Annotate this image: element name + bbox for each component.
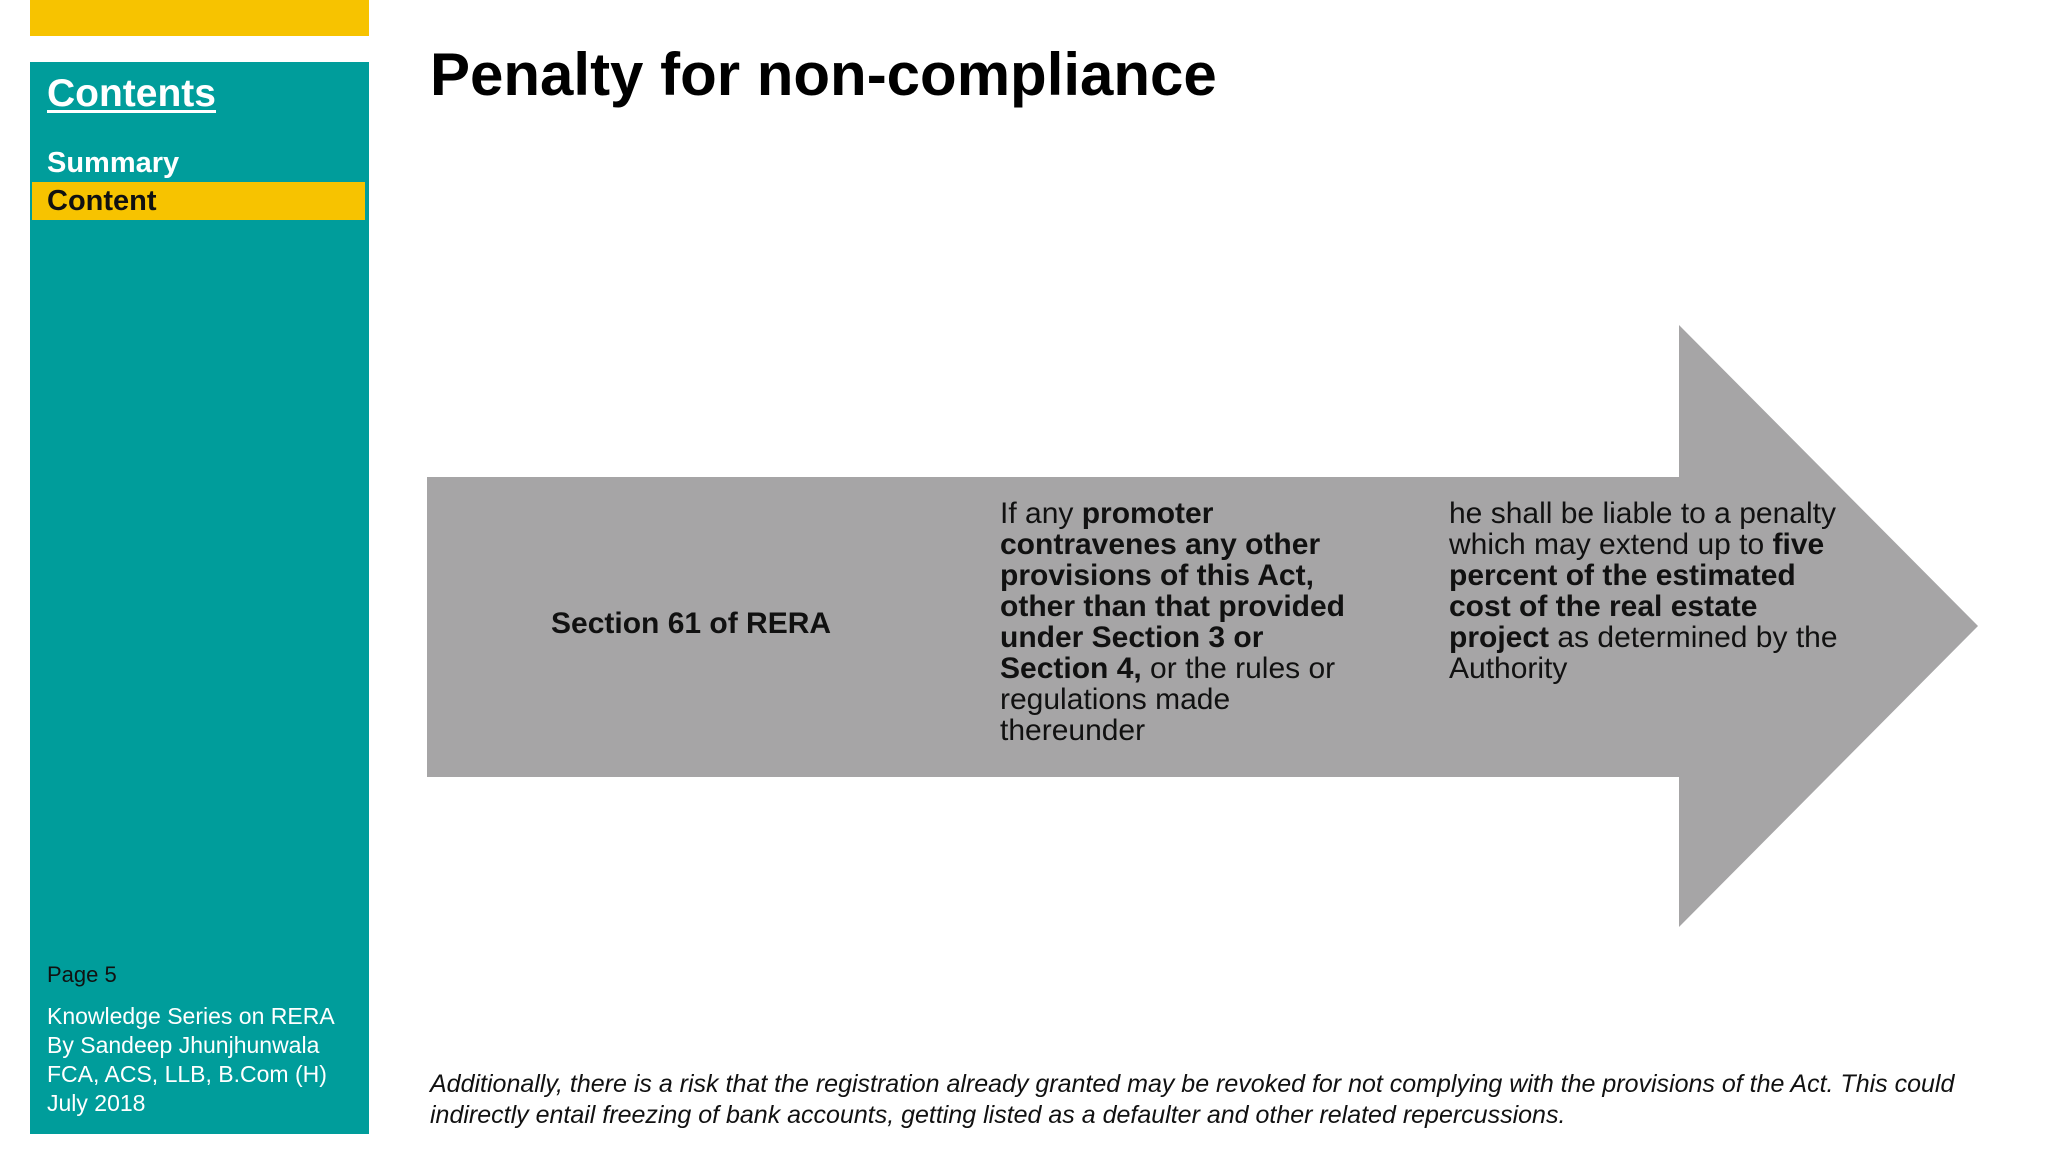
condition-text-bold: promoter contravenes any other provisions of this Act, other than that provided under Section 3 or Section 4, <box>1000 497 1345 685</box>
consequence-text <box>1449 498 1849 684</box>
sidebar <box>30 62 369 1134</box>
credits-line-series: Knowledge Series on RERA <box>47 1003 335 1029</box>
top-accent-bar <box>30 0 369 36</box>
credits-line-qualifications: FCA, ACS, LLB, B.Com (H) <box>47 1061 327 1087</box>
consequence-text-tail: as determined by the Authority <box>1449 621 1838 685</box>
condition-text-tail: or the rules or regulations made thereunder <box>1000 652 1336 747</box>
page-number: Page 5 <box>47 962 117 987</box>
credits-line-date: July 2018 <box>47 1090 146 1116</box>
sidebar-item-content[interactable]: Content <box>32 182 365 220</box>
condition-text-lead: If any <box>1000 497 1082 530</box>
contents-link[interactable]: Contents <box>47 72 216 115</box>
section-label: Section 61 of RERA <box>551 607 832 640</box>
footnote: Additionally, there is a risk that the registration already granted may be revoked for not complying with the provisions of the Act. This could indirectly entail freezing of bank accounts, getting listed as a defaulter and other related repercussions. <box>430 1070 1955 1129</box>
condition-text <box>1000 498 1360 746</box>
slide-title: Penalty for non-compliance <box>430 41 1217 108</box>
credits-line-author: By Sandeep Jhunjhunwala <box>47 1032 320 1058</box>
consequence-text-bold: five percent of the estimated cost of the real estate project <box>1449 528 1825 654</box>
consequence-text-lead: he shall be liable to a penalty which may extend up to <box>1449 497 1836 561</box>
author-credits <box>47 1002 335 1118</box>
sidebar-item-summary[interactable]: Summary <box>47 147 180 179</box>
